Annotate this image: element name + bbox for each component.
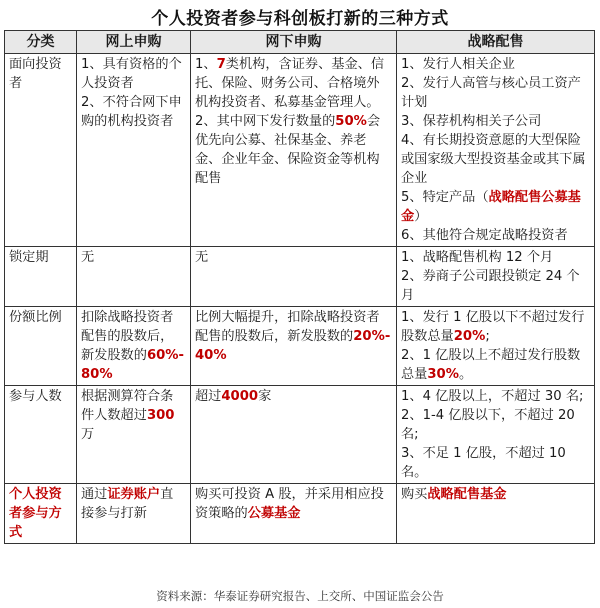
cell-participants-online xyxy=(77,386,191,484)
line: 1、战略配售机构 12 个月 xyxy=(401,250,554,265)
highlight-text: 战略配售公募基金 xyxy=(401,190,581,224)
line: 4、有长期投资意愿的大型保险或国家级大型投资基金或其下属企业 xyxy=(401,133,586,186)
text: ; xyxy=(485,329,490,344)
row-label-lockup: 锁定期 xyxy=(5,247,77,307)
highlight-text: 公募基金 xyxy=(247,506,301,521)
row-label-method: 个人投资者参与方式 xyxy=(5,484,77,544)
highlight-text: 7 xyxy=(216,57,226,72)
text: 5、特定产品（ xyxy=(401,190,489,205)
line: 6、其他符合规定战略投资者 xyxy=(401,228,568,243)
text: 购买可投资 A 股，并采用相应投资策略的 xyxy=(195,487,384,521)
header-online: 网上申购 xyxy=(77,31,191,54)
text: 1、发行 1 亿股以下不超过发行股数总量 xyxy=(401,310,585,344)
cell-lockup-online: 无 xyxy=(77,247,191,307)
highlight-text: 60%-80% xyxy=(81,348,184,382)
highlight-text: 50% xyxy=(335,114,367,129)
text: 根据测算符合条件人数超过 xyxy=(81,389,174,423)
text: 超过 xyxy=(195,389,222,404)
row-label-share: 份额比例 xyxy=(5,307,77,386)
cell-method-strategic xyxy=(397,484,595,544)
page-title: 个人投资者参与科创板打新的三种方式 xyxy=(151,9,449,29)
line xyxy=(401,188,590,226)
highlight-text: 300 xyxy=(146,408,175,423)
line xyxy=(195,112,392,188)
text: ） xyxy=(414,209,428,224)
line: 2、券商子公司跟投锁定 24 个月 xyxy=(401,269,580,303)
header-strategic: 战略配售 xyxy=(397,31,595,54)
highlight-text: 30% xyxy=(427,367,459,382)
table-row-share xyxy=(5,307,595,386)
text: 直接参与打新 xyxy=(81,487,174,521)
text: 。 xyxy=(458,367,473,382)
cell-lockup-offline: 无 xyxy=(191,247,397,307)
highlight-text: 20% xyxy=(453,329,486,344)
cell-target-offline xyxy=(191,54,397,247)
row-label-participants: 参与人数 xyxy=(5,386,77,484)
highlight-text: 证券账户 xyxy=(107,487,161,502)
line xyxy=(401,346,590,384)
header-offline: 网下申购 xyxy=(191,31,397,54)
cell-participants-offline xyxy=(191,386,397,484)
line: 3、保荐机构相关子公司 xyxy=(401,114,542,129)
cell-target-strategic xyxy=(397,54,595,247)
cell-method-offline xyxy=(191,484,397,544)
header-category: 分类 xyxy=(5,31,77,54)
highlight-text: 20%-40% xyxy=(195,329,391,363)
comparison-table xyxy=(4,30,595,544)
table-row-participants xyxy=(5,386,595,484)
table-header-row xyxy=(5,31,595,54)
cell-share-offline xyxy=(191,307,397,386)
cell-share-strategic xyxy=(397,307,595,386)
text: 通过 xyxy=(81,487,108,502)
line: 2、发行人高管与核心员工资产计划 xyxy=(401,76,581,110)
text: 类机构，含证券、基金、信托、保险、财务公司、合格境外机构投资者、私募基金管理人。 xyxy=(195,57,385,110)
text: 1、 xyxy=(195,57,217,72)
cell-lockup-strategic xyxy=(397,247,595,307)
text: 2、1 亿股以上不超过发行股数总量 xyxy=(401,348,581,382)
highlight-text: 战略配售基金 xyxy=(427,487,507,502)
line: 2、不符合网下申购的机构投资者 xyxy=(81,95,182,129)
line: 1、4 亿股以上，不超过 30 名; xyxy=(401,389,584,404)
cell-share-online xyxy=(77,307,191,386)
line: 1、发行人相关企业 xyxy=(401,57,515,72)
highlight-text: 4000 xyxy=(221,389,259,404)
cell-method-online xyxy=(77,484,191,544)
text: 家 xyxy=(258,389,272,404)
cell-target-online xyxy=(77,54,191,247)
text: 扣除战略投资者配售的股数后，新发股数的 xyxy=(81,310,174,363)
text: 购买 xyxy=(401,487,428,502)
text: 会优先向公募、社保基金、养老金、企业年金、保险资金等机构配售 xyxy=(195,114,381,186)
table-row-target xyxy=(5,54,595,247)
line xyxy=(195,55,392,112)
line: 2、1-4 亿股以下，不超过 20 名; xyxy=(401,408,575,442)
text: 2、其中网下发行数量的 xyxy=(195,114,336,129)
text: 万 xyxy=(81,427,95,442)
text: 比例大幅提升，扣除战略投资者配售的股数后，新发股数的 xyxy=(195,310,380,344)
line xyxy=(401,308,590,346)
source-note: 资料来源：华泰证券研究报告、上交所、中国证监会公告 xyxy=(156,589,444,603)
cell-participants-strategic xyxy=(397,386,595,484)
line: 1、具有资格的个人投资者 xyxy=(81,57,182,91)
row-label-target: 面向投资者 xyxy=(5,54,77,247)
table-row-lockup xyxy=(5,247,595,307)
line: 3、不足 1 亿股，不超过 10 名。 xyxy=(401,446,566,480)
table-row-method xyxy=(5,484,595,544)
